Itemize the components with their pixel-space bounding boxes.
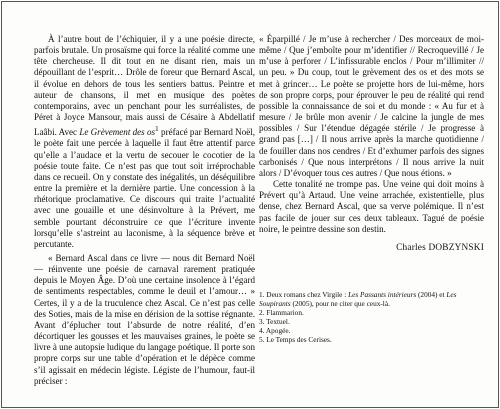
footnotes: [259, 290, 484, 345]
footnote-title: Les Soupirants: [259, 289, 457, 309]
footnote: 3. Textuel.: [259, 317, 290, 327]
footnote-ref: 1: [155, 124, 159, 134]
footnote: [259, 290, 484, 308]
left-column: [34, 34, 255, 387]
footnote: 5. Le Temps des Cerises.: [259, 335, 332, 345]
footnote-text: (2004) et: [416, 289, 447, 299]
footnote: 4. Apogée.: [259, 326, 291, 336]
right-column: [259, 34, 484, 345]
paragraph-text: À l’autre bout de l’échiquier, il y a une poésie directe, parfois brutale. Un prosaïsme qui force la réalité comme une tête chercheuse. Il dit tout en ne disant rien, mais un dépouillant de l’esprit… Drôle de foreur que Bernard Ascal, il évolue en dehors de tous les sentiers battus. Peintre et auteur de chansons, il met en musique des poètes contemporains, avec un penchant pour les surréalistes, de Péret à Joyce Mansour, mais aussi de Césaire à Abdellatif Laâbi. Avec: [34, 34, 255, 138]
footnote-text: 1. Deux romans chez Virgile :: [259, 289, 349, 299]
book-title: Le Grèvement des os: [79, 127, 155, 138]
paragraph: Cette tonalité ne trompe pas. Une veine qui doit moins à Prévert qu’à Artaud. Une veine arrachée, existentielle, plus dense, chez Bernard Ascal, que sa verve polémique. Il n’est pas facile de jouer sur ces deux tableaux. Tagué de poésie noire, le peintre dessine son destin.: [259, 179, 484, 234]
footnote: 2. Flammarion.: [259, 308, 304, 318]
paragraph: [34, 34, 255, 250]
footnote-text: (2005), pour ne citer que ceux-là.: [290, 299, 390, 309]
paragraph: « Bernard Ascal dans ce livre — nous dit Bernard Noël — réinvente une poésie de carnaval rarement pratiquée depuis le Moyen Âge. D’où une certaine insolence à l’égard de sentiments respectables, comme le deuil et l’amour… » Certes, il y a de la truculence chez Ascal. Ce n’est pas celle des Soties, mais de la mise en dérision de la sottise régnante. Avant d’éplucher tout l’absurde de notre réalité, d’en décortiquer les gousses et les mauvaises graines, le poète se livre à une autopsie ludique du langage poétique. Il porte son propre corps sur une table d’opération et le dépèce comme s’il agissait en médecin légiste. Légiste de l’humour, faut-il préciser :: [34, 252, 255, 386]
author-signature: Charles DOBZYNSKI: [396, 242, 484, 253]
paragraph-text: préfacé par Bernard Noël, le poète fait une percée à laquelle il faut être attentif parce qu’elle a l’audace et la vertu de secouer le cocotier de la poésie toute faite. Ce n’est pas que tout soit irréprochable dans ce recueil. On y constate des inégalités, un déséquilibre entre la première et la dernière partie. Une concession à la rhétorique proclamative. Ce discours qui traite l’actualité avec une gouaille et une désinvolture à la Prévert, me semble pourtant déconstruire ce que l’écriture invente lorsqu’elle s’astreint au laconisme, à la séquence brève et percutante.: [34, 127, 256, 249]
footnote-title: Les Passants intérieurs: [348, 289, 417, 299]
paragraph: « Éparpillé / Je m’use à rechercher / Des morceaux de moi-même / Que j’emboîte pour m’identifier // Recroquevillé / Je m’use à perforer / L’infissurable enclos / Pour m’illimiter // un peu. » Du coup, tout le grèvement des os et des mots se met à grincer… Le poète se projette hors de lui-même, hors de son propre corps, pour éprouver le peu de réalité qui rend possible la connaissance de soi et du monde : « Au fur et à mesure / Je brûle mon avenir / Je calcine la jungle de mes possibles / Sur l’étendue dégagée stérile / Je progresse à grand pas […] / Il nous arrive après la marche quotidienne / de fouiller dans nos cendres / Et d’exhumer parfois des signes carbonisés / Que nous interprétons / Il nous arrive la nuit alors / D’évoquer tous ces autres / Que nous étions. »: [259, 34, 484, 178]
